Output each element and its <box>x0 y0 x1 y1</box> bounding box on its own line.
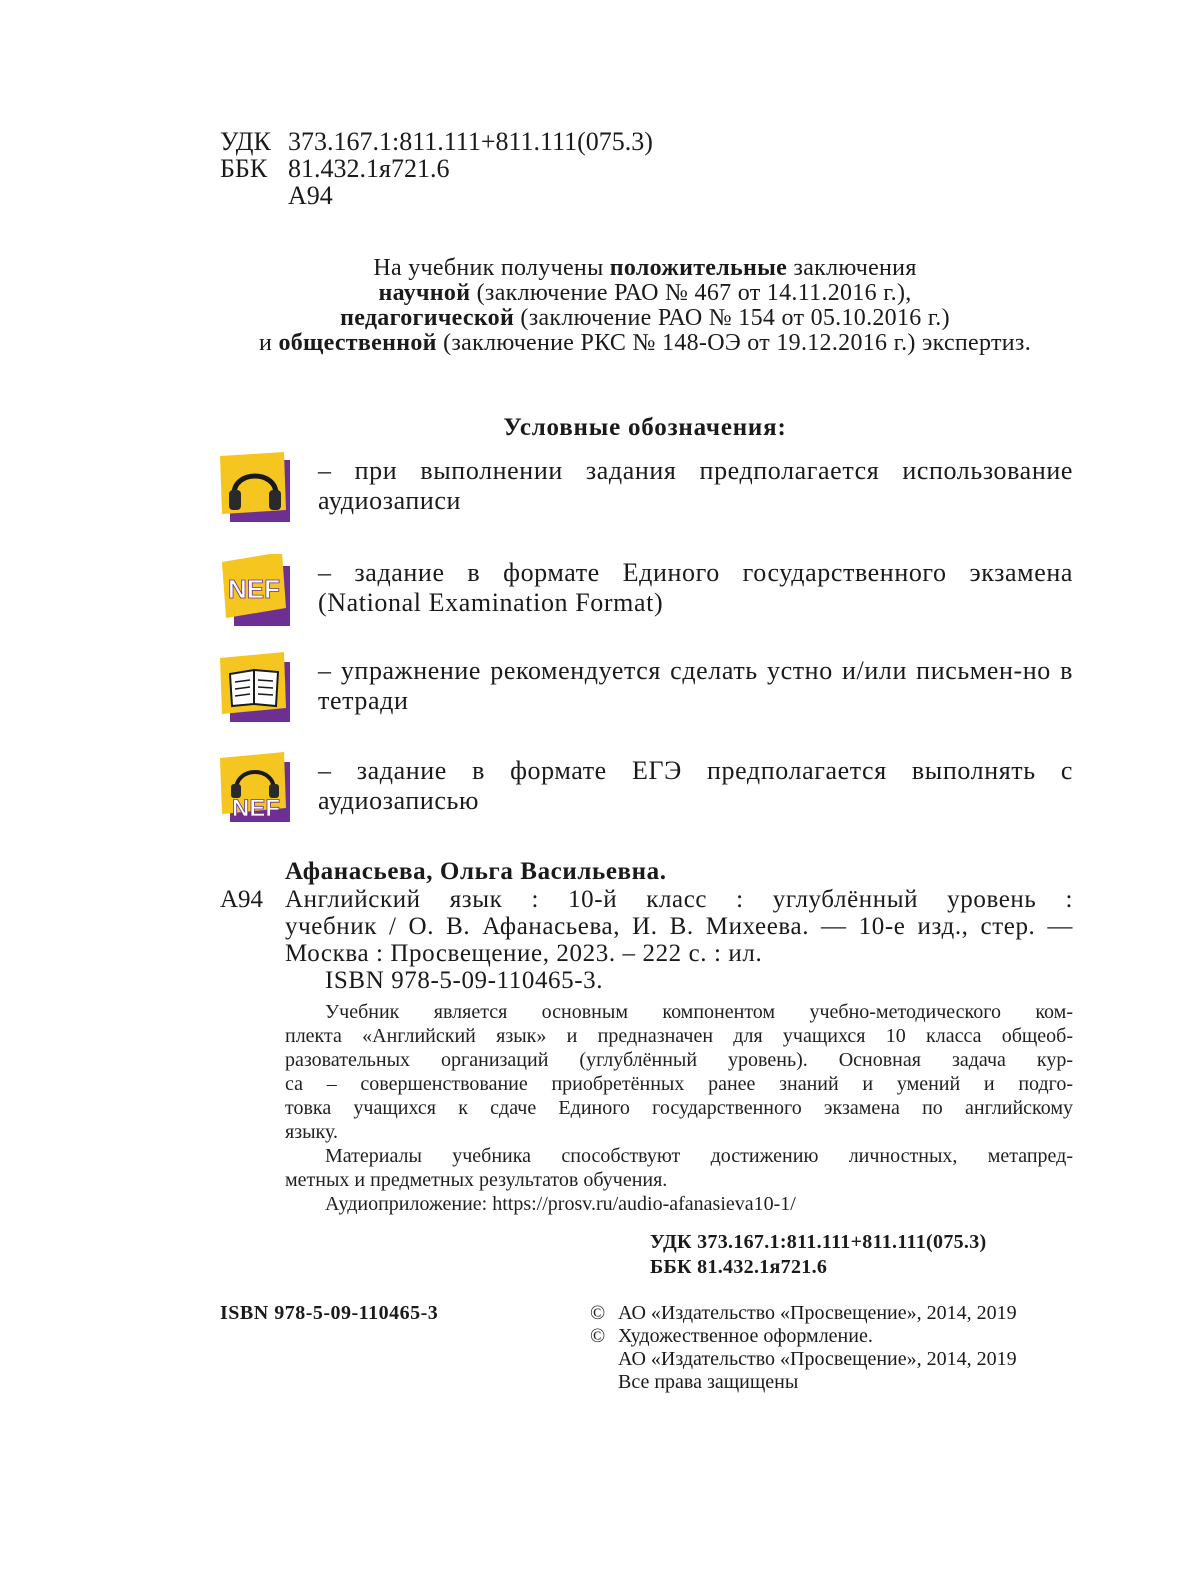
review-bold: научной <box>378 280 471 306</box>
annotation-line: са – совершенствование приобретённых ранее знаний и умений и подго- <box>285 1073 1073 1095</box>
review-line-3 <box>200 306 1090 331</box>
review-text: На учебник получены <box>373 255 610 281</box>
nef-icon <box>220 554 292 626</box>
biblio-line-2: учебник / О. В. Афанасьева, И. В. Михеева. — 10-е изд., стер. — <box>285 913 1073 940</box>
nef-label: NEF <box>228 574 280 604</box>
annotation-line: плекта «Английский язык» и предназначен для учащихся 10 класса общеоб- <box>285 1025 1073 1047</box>
annotation-line: метных и предметных результатов обучения. <box>285 1169 668 1191</box>
review-line-4 <box>200 331 1090 356</box>
annotation-line: языку. <box>285 1121 338 1143</box>
copyright-row <box>590 1371 1017 1394</box>
bbk-label: ББК <box>220 154 268 183</box>
legend-title: Условные обозначения: <box>503 414 787 441</box>
author-mark-row <box>220 182 653 209</box>
headphones-nef-icon <box>220 752 292 824</box>
review-bold: положительные <box>609 255 788 281</box>
review-bold: общественной <box>278 330 437 356</box>
copyright-line-1: АО «Издательство «Просвещение», 2014, 2019 <box>618 1302 1017 1324</box>
legend-text-nef: – задание в формате Единого государственного экзамена (National Examination Format) <box>318 558 1073 617</box>
review-bold: педагогической <box>340 305 515 331</box>
nef-label: NEF <box>232 795 280 822</box>
bibliography-record <box>285 886 1073 994</box>
annotation-line: товка учащихся к сдаче Единого государственного экзамена по английскому <box>285 1097 1073 1119</box>
copyright-row <box>590 1302 1017 1325</box>
udk-row <box>220 128 653 155</box>
annotation-line: Учебник является основным компонентом учебно-методического ком- <box>325 1001 1073 1023</box>
review-line-2 <box>200 281 1090 306</box>
copyright-line-4: Все права защищены <box>618 1371 799 1393</box>
review-line-1 <box>200 256 1090 281</box>
isbn-number: ISBN 978-5-09-110465-3 <box>220 1302 439 1324</box>
legend-item-audio <box>220 452 1075 524</box>
bibliography-mark: А94 <box>220 886 264 913</box>
copyright-symbol: © <box>590 1302 606 1324</box>
legend-item-audio-nef <box>220 752 1075 824</box>
biblio-line-3: Москва : Просвещение, 2023. – 222 с. : ил. <box>285 940 763 967</box>
copyright-symbol: © <box>590 1325 606 1347</box>
notebook-icon <box>220 652 292 724</box>
legend-text-audio: – при выполнении задания предполагается использование аудиозаписи <box>318 456 1073 515</box>
bbk-value: 81.432.1я721.6 <box>288 154 450 183</box>
copyright-block <box>590 1302 1017 1394</box>
author-mark: А94 <box>288 181 333 210</box>
copyright-row <box>590 1325 1017 1348</box>
biblio-isbn: ISBN 978-5-09-110465-3. <box>325 967 604 994</box>
review-statement <box>200 256 1090 356</box>
legend-item-notebook <box>220 652 1075 724</box>
review-text: (заключение РАО № 154 от 05.10.2016 г.) <box>514 305 950 331</box>
headphones-icon <box>220 452 292 524</box>
author-name: Афанасьева, Ольга Васильевна. <box>285 858 667 885</box>
annotation-line: Материалы учебника способствуют достижению личностных, метапред- <box>325 1145 1073 1167</box>
review-text: и <box>259 330 279 356</box>
top-classification-codes <box>220 128 653 209</box>
audio-supplement-line: Аудиоприложение: https://prosv.ru/audio-afanasieva10-1/ <box>325 1193 796 1215</box>
copyright-line-2: Художественное оформление. <box>618 1325 873 1347</box>
legend-text-notebook: – упражнение рекомендуется сделать устно и/или письмен-но в тетради <box>318 656 1073 715</box>
legend-text-audio-nef: – задание в формате ЕГЭ предполагается выполнять с аудиозаписью <box>318 756 1073 815</box>
udk-label: УДК <box>220 127 271 156</box>
annotation <box>285 1000 1073 1216</box>
biblio-line-1: Английский язык : 10-й класс : углублённый уровень : <box>285 886 1073 913</box>
udk-value: 373.167.1:811.111+811.111(075.3) <box>288 127 653 156</box>
bbk-row <box>220 155 653 182</box>
bottom-classification-codes <box>650 1230 986 1280</box>
copyright-row <box>590 1348 1017 1371</box>
bottom-bbk: ББК 81.432.1я721.6 <box>650 1256 828 1278</box>
legend-item-nef <box>220 554 1075 626</box>
review-text: (заключение РКС № 148-ОЭ от 19.12.2016 г.) экспертиз. <box>436 330 1031 356</box>
annotation-line: разовательных организаций (углублённый уровень). Основная задача кур- <box>285 1049 1073 1071</box>
review-text: (заключение РАО № 467 от 14.11.2016 г.), <box>470 280 912 306</box>
bottom-udk: УДК 373.167.1:811.111+811.111(075.3) <box>650 1231 987 1253</box>
copyright-line-3: АО «Издательство «Просвещение», 2014, 2019 <box>618 1348 1017 1370</box>
review-text: заключения <box>787 255 917 281</box>
